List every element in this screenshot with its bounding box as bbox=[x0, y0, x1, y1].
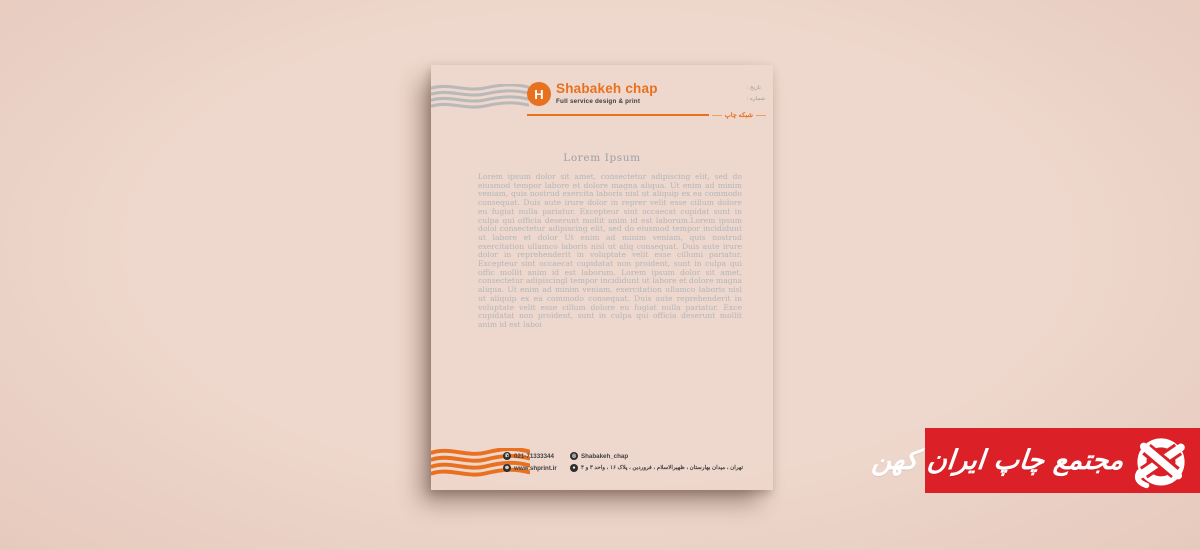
globe-icon: ⊕ bbox=[504, 465, 510, 471]
phone-row bbox=[503, 452, 563, 460]
website-row bbox=[503, 464, 563, 472]
knot-logo-icon bbox=[1132, 432, 1190, 490]
instagram-icon: ◎ bbox=[571, 453, 577, 459]
divider-dash bbox=[756, 115, 766, 116]
brand-tagline: Full service design & print bbox=[556, 98, 641, 105]
brand-block bbox=[527, 82, 658, 106]
phone-number: 021-71333344 bbox=[514, 452, 554, 460]
header-divider bbox=[527, 111, 766, 119]
divider-line bbox=[527, 114, 709, 116]
address-text: تهران ، میدان بهارستان ، ظهیرالاسلام ، فروردین ، پلاک ۱۶ ، واحد ۳ و ۴ bbox=[581, 465, 744, 471]
location-pin-icon: ● bbox=[570, 464, 578, 472]
number-label: شماره : bbox=[746, 96, 765, 102]
document-title: Lorem Ipsum bbox=[563, 152, 641, 164]
address-row bbox=[570, 464, 743, 472]
instagram-handle: Shabakeh_chap bbox=[581, 452, 629, 460]
letterhead-sheet bbox=[431, 65, 773, 490]
brand-logo-icon: H bbox=[527, 82, 551, 106]
contact-info bbox=[503, 452, 743, 472]
wavy-lines-top-icon bbox=[431, 84, 529, 110]
date-label: تاریخ : bbox=[746, 85, 761, 91]
reference-fields bbox=[747, 83, 765, 105]
website-url: www.shprint.ir bbox=[514, 464, 557, 472]
document-body-text: Lorem ipsum dolor sit amet, consectetur adipiscing elit, sed do eiusmod tempor labore et dolore magna aliqua. Ut enim ad minim veniam, quis nostrud exercita laboris nisl ut aliquip ex ea commodo consequat. Duis aute irure dolor in reprer velit esse cillum dolore eu fugiat nulla pariatur. Excepteur sint occaecat cupidat sunt in culpa qui officia deserunt mollit anim id est laborum.Lorem ipsum dolol consectetur adipiscing elit, sed do eiusmod tempor incididunt ut labore et dolor Ut enim ad minim veniam, quis nostrud exercitation ullamco laboris nisl ut aliq consequat. Duis aute irure dolor in reprehenderit in voluptate velit esse cillumi pariatur. Excepteur sint occaecat cupidatat non proident, sunt in culpa qui offic mollit anim id est laborum. Lorem ipsum dolor sit amet, consectetur adipiscingl tempor incididunt ut labore et dolore magna aliqua. Ut enim ad minim veniam, exercitation ullamco laboris nisl ut aliquip ex ea commodo consequat. Duis aute reprehenderit in voluptate velit esse cillum dolore eu fugiat nulla pariatur. Exce cupidatat non proident, sunt in culpa qui officia deserunt mollit anim id est laboi bbox=[478, 172, 743, 329]
instagram-row bbox=[570, 452, 743, 460]
watermark-banner-text: مجتمع چاپ ایران کهن bbox=[870, 445, 1126, 476]
brand-name: Shabakeh chap bbox=[556, 81, 658, 96]
divider-label: شبکه چاپ bbox=[724, 112, 753, 119]
watermark-banner bbox=[870, 428, 1200, 493]
phone-icon: ✆ bbox=[504, 453, 510, 459]
divider-dash bbox=[712, 115, 722, 116]
